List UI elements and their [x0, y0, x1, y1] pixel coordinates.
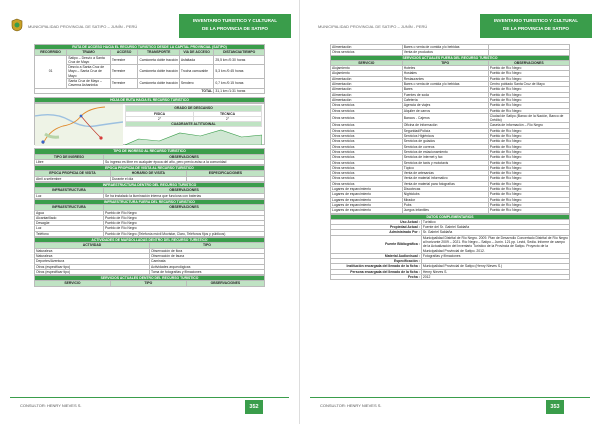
municipality-name: MUNICIPALIDAD PROVINCIAL DE SATIPO – JUNÍN - PERÚ	[28, 24, 138, 29]
table-cell: Otros servicios	[331, 171, 403, 176]
table-cell: Administrado Por :	[331, 230, 422, 235]
page2-content	[330, 44, 570, 280]
table-cell: Municipalidad Provincial de Satipo (Henry Nieves S.)	[421, 264, 569, 269]
visit-title: EPOCA PROPICIA DE VISITA AL RECURSO TURISTICO	[35, 166, 265, 171]
table-cell: Fotografías y filmaciones	[421, 253, 569, 258]
table-cell: Pueblo de Río Negro	[488, 208, 569, 213]
table-cell: Otros (especificar tipo)	[35, 264, 150, 269]
col-header: TIPO	[150, 243, 265, 248]
col-header: HORARIO DE VISITA	[110, 171, 186, 176]
table-cell: Servicios de internet y fax	[402, 155, 488, 160]
table-cell: Bares o venta de comida y/o bebidas	[402, 45, 488, 50]
table-cell: Actividades arqueológicas	[150, 264, 265, 269]
table-cell: Ciudad de Satipo (Banco de la Nación, Banco de Crédito)	[488, 113, 569, 123]
table-cell: Venta de material informativo	[402, 176, 488, 181]
access-cell: Terrestre	[110, 79, 138, 89]
map-legend	[123, 104, 264, 144]
footer-rule	[10, 397, 289, 398]
table-cell: Observación de fauna	[150, 253, 265, 258]
table-cell: Pueblo de Río Negro	[488, 66, 569, 71]
table-cell: Abril a setiembre	[35, 176, 111, 181]
access-cell: Trocha carrozable	[179, 65, 214, 79]
infra-outside-table	[34, 199, 265, 237]
banner-line-1: INVENTARIO TURISTICO Y CULTURAL	[192, 18, 278, 23]
table-cell: Pueblo de Río Negro	[488, 181, 569, 186]
table-cell: Pueblo de Río Negro	[104, 221, 265, 226]
table-cell: Otros servicios	[331, 139, 403, 144]
table-cell: Fuente del Sr. Gabriel Saldaña	[421, 225, 569, 230]
col-header: DISTANCIA/TIEMPO	[214, 50, 265, 55]
col-header: ACCESO	[110, 50, 138, 55]
table-cell: Lugares de esparcimiento	[331, 187, 403, 192]
table-cell: Venta de artesanías	[402, 171, 488, 176]
infra-out-title: INFRAESTRUCTURA FUERA DEL RECURSO TURISTICO	[35, 199, 265, 204]
table-cell: Pueblo de Río Negro	[104, 210, 265, 215]
table-cell: Pueblo de Río Negro	[488, 187, 569, 192]
col-header: INFRAESTRUCTURA	[35, 205, 104, 210]
geo-header: FISICA	[126, 111, 194, 116]
access-cell: Santa Cruz de Mayo – Caverna Ashaninka	[67, 79, 111, 89]
table-cell: Toma de fotografías y filmaciones	[150, 269, 265, 274]
table-cell: Servicios de guiados	[402, 139, 488, 144]
services-out-title: SERVICIOS ACTUALES FUERA DEL RECURSO TURISTICO	[331, 55, 570, 60]
access-route-table	[34, 44, 265, 94]
table-cell: Pueblo de Río Negro	[104, 215, 265, 220]
col-header: EPOCA PROPICIA DE VISITA	[35, 171, 111, 176]
table-row	[331, 275, 570, 280]
table-cell: Alimentación	[331, 92, 403, 97]
infra-in-title: INFRAESTRUCTURA DENTRO DEL RECURSO TURISTICO	[35, 183, 265, 188]
table-cell: Caminata	[150, 259, 265, 264]
page-header	[8, 14, 291, 36]
access-cell: Camioneta doble tracción	[138, 65, 179, 79]
type-access-table	[34, 148, 265, 165]
table-cell: Desagüe	[35, 221, 104, 226]
table-cell: Otros servicios	[331, 160, 403, 165]
col-header: OBSERVACIONES	[104, 154, 265, 159]
table-cell: Lugares de esparcimiento	[331, 208, 403, 213]
table-cell: Fuentes de soda	[402, 92, 488, 97]
table-cell: Otros servicios	[331, 181, 403, 186]
table-cell: Fuente Bibliográfica :	[331, 235, 422, 253]
table-cell: Municipalidad Distrital de Río Negro. 2009. Plan de Desarrollo Concertado Distrital de Río Negro al horizonte 2009 – 2021. Río Negro – Satipo – Junín. 121 pp. Lezid, Sedia. Informe de campo de la Actualización del Inventario Turístico de la Provincia de Satipo. Proyecto de la Municipalidad Provincial de Satipo. 2012.	[422, 235, 568, 253]
table-cell: Alcantarillado	[35, 215, 104, 220]
col-header: TIPO	[110, 281, 186, 286]
table-cell: Mirador	[402, 197, 488, 202]
table-cell: Juegos infantiles	[402, 208, 488, 213]
table-cell: Alimentación	[331, 45, 403, 50]
table-cell: Libre	[35, 159, 104, 164]
table-cell: Centro poblado Santa Cruz de Mayo	[488, 82, 569, 87]
col-header: OBSERVACIONES	[186, 281, 264, 286]
table-cell: Venta de productos	[402, 50, 488, 55]
table-row	[331, 208, 570, 213]
col-header: OBSERVACIONES	[488, 60, 569, 65]
table-cell: Propiedad Actual :	[331, 225, 422, 230]
table-cell: Tópico	[402, 165, 488, 170]
table-cell: Alimentación	[331, 82, 403, 87]
table-cell: Persona encargada del llenado de la ficha :	[331, 269, 422, 274]
access-cell: Terrestre	[110, 65, 138, 79]
table-cell: Se ha instalado la iluminación interna que funciona con baterías	[104, 193, 265, 198]
table-cell: Otros (especificar tipo)	[35, 269, 150, 274]
table-cell: Pueblo de Río Negro (Telefonía móvil Movistar, Claro, Teléfonos fijos y públicos)	[104, 231, 265, 236]
table-cell: Alimentación	[331, 76, 403, 81]
table-row	[331, 113, 570, 123]
services-table	[330, 44, 570, 214]
table-cell: Hostales	[402, 71, 488, 76]
map-block	[34, 103, 265, 145]
table-cell: Lugares de esparcimiento	[331, 202, 403, 207]
table-cell: Lugares de esparcimiento	[331, 192, 403, 197]
table-cell: Naturaleza	[35, 248, 150, 253]
table-cell: Pueblo de Río Negro	[488, 197, 569, 202]
table-cell: Naturaleza	[35, 253, 150, 258]
table-row	[331, 235, 570, 253]
infra-inside-table	[34, 182, 265, 199]
table-row	[35, 231, 265, 236]
route-map-drawing	[35, 104, 123, 146]
table-cell: Otros servicios	[331, 144, 403, 149]
table-cell: Hoteles	[402, 66, 488, 71]
table-cell: Pueblo de Río Negro	[488, 144, 569, 149]
municipality-name: MUNICIPALIDAD PROVINCIAL DE SATIPO – JUNÍN - PERÚ	[318, 24, 428, 29]
access-total-label: TOTAL	[35, 88, 214, 93]
route-number: 01	[35, 55, 67, 88]
geo-value: 2°	[126, 116, 194, 121]
table-cell: Otros servicios	[331, 123, 403, 128]
table-cell: Fecha :	[331, 275, 422, 280]
table-cell: Servicios de correos	[402, 144, 488, 149]
geo-header: TECNICA	[194, 111, 262, 116]
table-cell: Pueblo de Río Negro	[488, 176, 569, 181]
table-cell: Pueblo de Río Negro	[488, 103, 569, 108]
footer-rule	[310, 397, 590, 398]
altitude-title: CUADRANTE ALTITUDINAL	[126, 122, 262, 127]
table-cell: Bancos - Cajeros	[402, 113, 488, 123]
table-cell: Alimentación	[331, 97, 403, 102]
table-cell: Material Audiovisual :	[331, 253, 422, 258]
header-banner	[480, 14, 592, 38]
table-cell: Agencia de viajes	[402, 103, 488, 108]
col-header: ESPECIFICACIONES	[186, 171, 264, 176]
col-header: SERVICIO	[331, 60, 403, 65]
table-cell: Pueblo de Río Negro	[488, 165, 569, 170]
altitude-chart-icon	[125, 127, 262, 145]
table-cell: Pueblo de Río Negro	[488, 92, 569, 97]
page-number: 353	[546, 400, 564, 414]
table-cell: Otros servicios	[331, 103, 403, 108]
visit-season-table	[34, 165, 265, 182]
services-inside-table	[34, 275, 265, 287]
geo-title: GRADO DE DESCANSO	[126, 106, 262, 111]
table-cell: Otros servicios	[331, 108, 403, 113]
table-cell: Pueblo de Río Negro	[488, 202, 569, 207]
table-cell: Pueblo de Río Negro	[104, 226, 265, 231]
page-number: 352	[245, 400, 263, 414]
col-header: OBSERVACIONES	[104, 205, 265, 210]
table-cell: Alojamiento	[331, 71, 403, 76]
table-cell: Sr. Gabriel Saldaña	[421, 230, 569, 235]
table-cell: Luz	[35, 193, 104, 198]
table-cell: Luz	[35, 226, 104, 231]
banner-line-2: DE LA PROVINCIA DE SATIPO	[202, 26, 268, 31]
table-cell: Otros servicios	[331, 155, 403, 160]
col-header: TRAMO	[67, 50, 111, 55]
complementary-title: DATOS COMPLEMENTARIOS	[331, 214, 570, 219]
table-cell: Bares o venta de comida y/o bebidas	[402, 82, 488, 87]
access-cell: 5,3 km /0:45 horas	[214, 65, 265, 79]
table-cell: Pueblo de Río Negro	[488, 171, 569, 176]
table-cell: Servicios Higiénicos	[402, 134, 488, 139]
footer-consultant: CONSULTOR: HENRY NIEVES S.	[20, 403, 82, 408]
table-cell: Otros servicios	[331, 176, 403, 181]
access-total-value: 31,1 km /1:31 horas	[214, 88, 265, 93]
geo-value: 2°	[194, 116, 262, 121]
table-cell: Pueblo de Río Negro	[488, 87, 569, 92]
table-cell: Pueblo de Río Negro	[488, 108, 569, 113]
table-cell: Lugares de esparcimiento	[331, 197, 403, 202]
table-cell: Observación de flora	[150, 248, 265, 253]
access-cell: 0,7 km /0:15 horas	[214, 79, 265, 89]
page-header	[308, 14, 592, 36]
table-cell: Otros servicios	[331, 134, 403, 139]
municipality-logo-icon	[10, 18, 24, 32]
table-cell: Alquiler de carros	[402, 108, 488, 113]
table-cell: Otros servicios	[331, 128, 403, 133]
header-banner	[179, 14, 291, 38]
table-cell: Cafetería	[402, 97, 488, 102]
table-cell: Turístico	[421, 219, 569, 224]
table-cell: Nightclubs	[402, 192, 488, 197]
table-cell: Servicios de estacionamiento	[402, 149, 488, 154]
access-cell: Satipo – Desvío a Santa Cruz de Mayo	[67, 55, 111, 65]
table-cell: Oficina de información	[402, 123, 488, 128]
table-cell: Discotecas	[402, 187, 488, 192]
table-cell: Alojamiento	[331, 66, 403, 71]
table-cell: Durante el día	[110, 176, 186, 181]
table-cell: Otros servicios	[331, 113, 403, 123]
table-cell: Pubs	[402, 202, 488, 207]
map-title: HOJA DE RUTA HACIA EL RECURSO TURISTICO	[35, 97, 265, 102]
access-cell: Desvío a Santa Cruz de Mayo – Santa Cruz de Mayo	[67, 65, 111, 79]
table-cell: Pueblo de Río Negro	[488, 160, 569, 165]
table-cell: 2012	[421, 275, 569, 280]
table-cell: Su ingreso es libre en cualquier época del año, pero previo aviso a la comunidad	[104, 159, 265, 164]
table-cell: Servicios de taxis y mototaxis	[402, 160, 488, 165]
table-cell: Pueblo de Río Negro	[488, 128, 569, 133]
table-row	[35, 269, 265, 274]
table-cell: Pueblo de Río Negro	[488, 155, 569, 160]
footer-consultant: CONSULTOR: HENRY NIEVES S.	[320, 403, 382, 408]
table-cell: Teléfono	[35, 231, 104, 236]
col-header: TRANSPORTE	[138, 50, 179, 55]
access-cell: 25,5 km /0:30 horas	[214, 55, 265, 65]
access-cell: Sendero	[179, 79, 214, 89]
services-in-title: SERVICIOS ACTUALES DENTRO DEL RECURSO TURISTICO	[35, 276, 265, 281]
col-header: ACTIVIDAD	[35, 243, 150, 248]
access-title: RUTA DE ACCESO HACIA EL RECURSO TURISTICO DESDE LA CAPITAL PROVINCIAL (SATIPO)	[35, 45, 265, 50]
type-access-title: TIPO DE INGRESO AL RECURSO TURISTICO	[35, 149, 265, 154]
table-cell: Otros servicios	[331, 50, 403, 55]
table-cell: Pueblo de Río Negro	[488, 139, 569, 144]
route-map-image	[35, 104, 123, 146]
page-right	[300, 0, 600, 424]
table-cell: Alimentación	[331, 87, 403, 92]
col-header: RECORRIDO	[35, 50, 67, 55]
page1-content	[34, 44, 265, 287]
col-header: OBSERVACIONES	[104, 188, 265, 193]
table-cell: Pueblo de Río Negro	[488, 192, 569, 197]
table-cell: Caseta de información – Río Negro	[488, 123, 569, 128]
table-cell: Especificación :	[331, 259, 422, 264]
access-cell: Camioneta doble tracción	[138, 55, 179, 65]
table-cell: Restaurantes	[402, 76, 488, 81]
col-header: INFRAESTRUCTURA	[35, 188, 104, 193]
table-cell: Pueblo de Río Negro	[488, 71, 569, 76]
col-header: TIPO	[402, 60, 488, 65]
access-cell: Camioneta doble tracción	[138, 79, 179, 89]
table-cell: Venta de material para fotografías	[402, 181, 488, 186]
table-cell: Bares	[402, 87, 488, 92]
table-cell	[186, 176, 264, 181]
complementary-table	[330, 214, 570, 281]
table-cell: Pueblo de Río Negro	[488, 97, 569, 102]
table-cell: Otros servicios	[331, 165, 403, 170]
col-header: TIPO DE INGRESO	[35, 154, 104, 159]
table-cell: Pueblo de Río Negro	[488, 134, 569, 139]
access-cell: Asfaltada	[179, 55, 214, 65]
col-header: SERVICIO	[35, 281, 111, 286]
table-cell: Seguridad/Policía	[402, 128, 488, 133]
table-cell: Agua	[35, 210, 104, 215]
banner-line-2: DE LA PROVINCIA DE SATIPO	[503, 26, 569, 31]
activities-title: ACTIVIDADES DE MARDOLLADAS DENTRO DEL RECURSO TURISTICO	[35, 238, 265, 243]
banner-line-1: INVENTARIO TURISTICO Y CULTURAL	[493, 18, 579, 23]
activities-table	[34, 237, 265, 275]
col-header: VIA DE ACCESO	[179, 50, 214, 55]
table-cell: Pueblo de Río Negro	[488, 76, 569, 81]
table-cell: Deportes/Aventura	[35, 259, 150, 264]
table-cell: Otros servicios	[331, 149, 403, 154]
table-cell: Institución encargada del llenado de la ficha :	[331, 264, 422, 269]
table-cell: Uso Actual :	[331, 219, 422, 224]
table-cell: Henry Nieves S.	[421, 269, 569, 274]
access-cell: Terrestre	[110, 55, 138, 65]
table-cell: Pueblo de Río Negro	[488, 149, 569, 154]
